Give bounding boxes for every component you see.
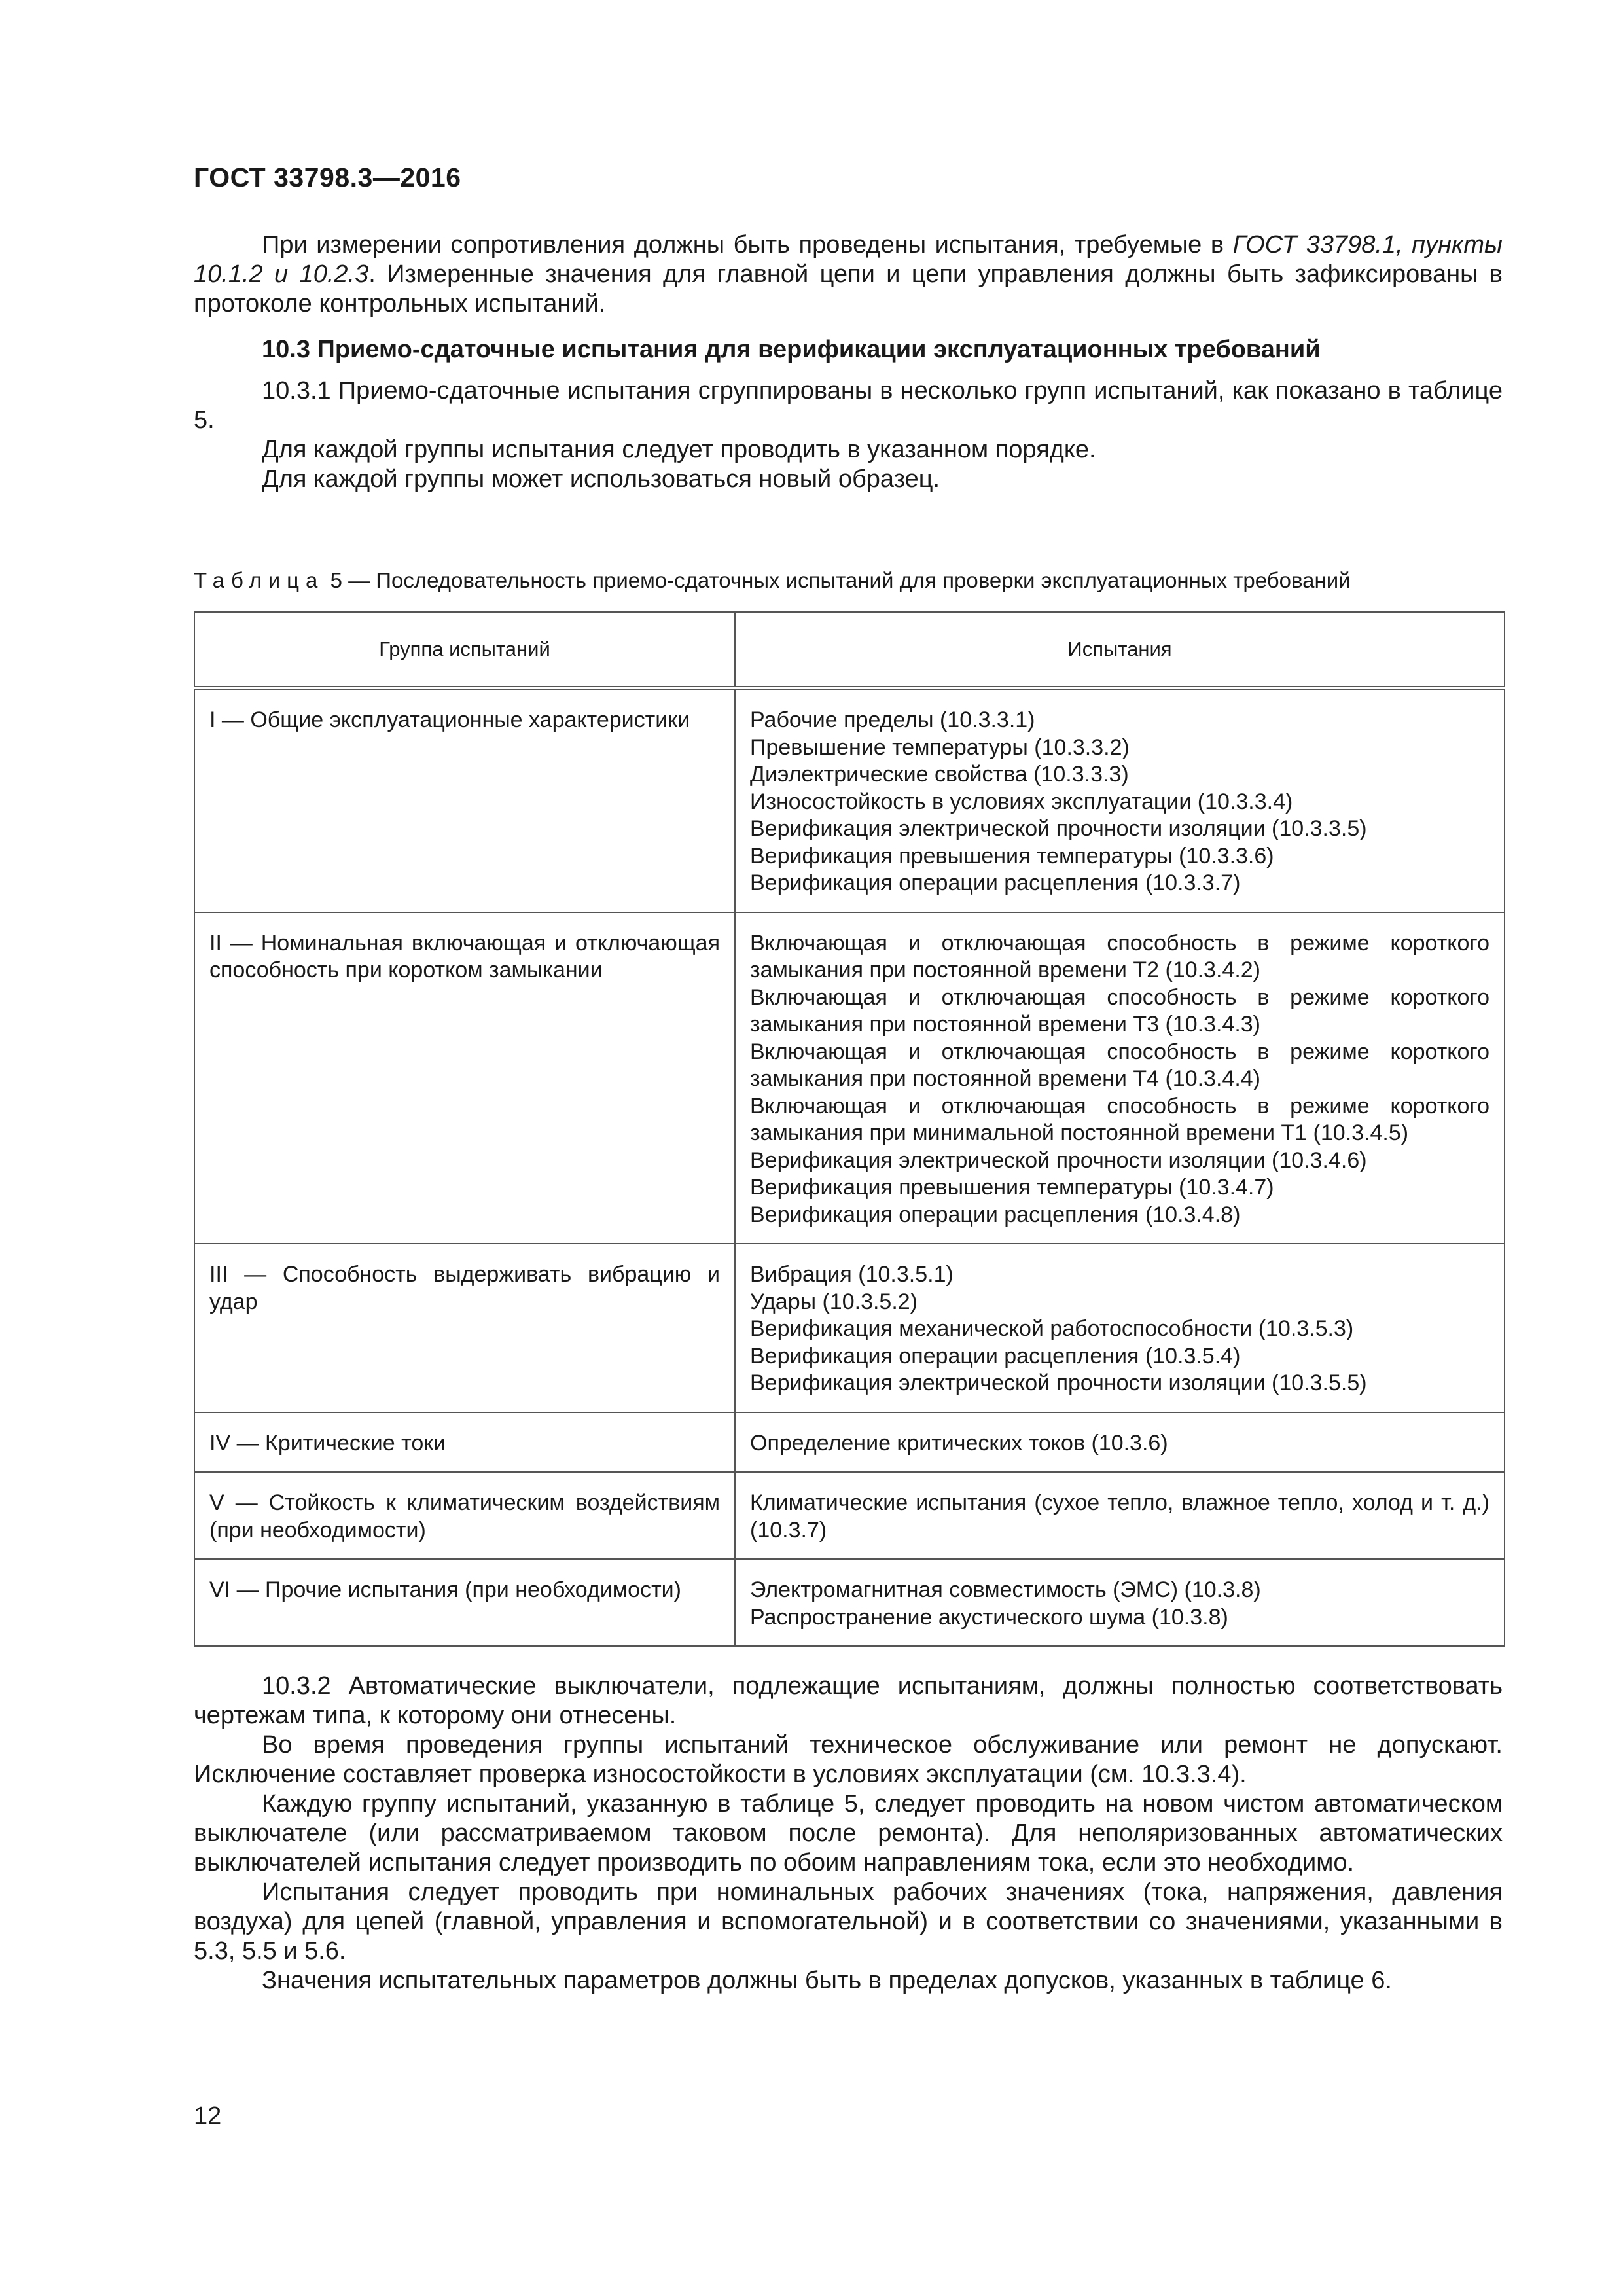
test-group-cell: IV — Критические токи: [194, 1412, 735, 1473]
test-item: Рабочие пределы (10.3.3.1): [750, 708, 1035, 732]
intro-block: [194, 230, 1503, 319]
header-tests: Испытания: [735, 612, 1505, 688]
table-row: [194, 912, 1505, 1244]
table-row: [194, 688, 1505, 912]
tests-cell: [735, 688, 1505, 912]
test-item: Определение критических токов (10.3.6): [750, 1430, 1168, 1456]
section-title: 10.3 Приемо-сдаточные испытания для верификации эксплуатационных требований: [262, 336, 1321, 363]
test-group-cell: II — Номинальная включающая и отключающая способность при коротком замыкании: [194, 912, 735, 1244]
document-code-header: ГОСТ 33798.3—2016: [194, 162, 461, 192]
test-item: Диэлектрические свойства (10.3.3.3): [750, 762, 1129, 787]
clause-10-3-2-p2: Во время проведения группы испытаний техническое обслуживание или ремонт не допускают. Исключение составляет проверка износостойкости в условиях эксплуатации (см. 10.3.3.4).: [194, 1731, 1503, 1788]
tests-cell: [735, 1412, 1505, 1473]
clause-10-3-1-p3: Для каждой группы может использоваться новый образец.: [262, 465, 940, 493]
test-group-cell: I — Общие эксплуатационные характеристики: [194, 688, 735, 912]
clause-10-3-1-p2: Для каждой группы испытания следует проводить в указанном порядке.: [262, 436, 1096, 463]
test-item: Верификация электрической прочности изоляции (10.3.4.6): [750, 1147, 1367, 1173]
clause-10-3-2: [194, 1672, 1503, 1996]
test-item: Удары (10.3.5.2): [750, 1289, 918, 1314]
tests-cell: [735, 912, 1505, 1244]
test-item: Верификация электрической прочности изоляции (10.3.5.5): [750, 1371, 1367, 1395]
test-item: Превышение температуры (10.3.3.2): [750, 734, 1130, 760]
table-caption-text: — Последовательность приемо-сдаточных испытаний для проверки эксплуатационных требований: [342, 568, 1351, 592]
test-item: Износостойкость в условиях эксплуатации (10.3.3.4): [750, 789, 1293, 814]
clause-10-3-2-p4: Испытания следует проводить при номинальных рабочих значениях (тока, напряжения, давления воздуха) для цепей (главной, управления и вспомогательной) и в соответствии со значениями, указанными в 5.3, 5.5 и 5.6.: [194, 1878, 1503, 1965]
tests-cell: [735, 1472, 1505, 1559]
table-caption: [194, 568, 1503, 593]
table-row: [194, 1412, 1505, 1473]
clause-10-3-1: [194, 376, 1503, 494]
table-body: [194, 688, 1505, 1646]
clause-10-3-2-p5: Значения испытательных параметров должны быть в пределах допусков, указанных в таблице 6.: [262, 1967, 1392, 1994]
test-item: Распространение акустического шума (10.3.8): [750, 1604, 1228, 1630]
page-number: 12: [194, 2102, 222, 2130]
test-item: Верификация превышения температуры (10.3.4.7): [750, 1175, 1274, 1200]
test-item: Включающая и отключающая способность в режиме короткого замыкания при минимальной постоянной времени T1 (10.3.4.5): [750, 1093, 1489, 1145]
test-item: Климатические испытания (сухое тепло, влажное тепло, холод и т. д.) (10.3.7): [750, 1490, 1489, 1543]
clause-10-3-2-p1: 10.3.2 Автоматические выключатели, подлежащие испытаниям, должны полностью соответствовать чертежам типа, к которому они отнесены.: [194, 1672, 1503, 1729]
table-caption-number: 5: [330, 568, 342, 592]
clause-10-3-2-p3: Каждую группу испытаний, указанную в таблице 5, следует проводить на новом чистом автоматическом выключателе (или рассматриваемом таковом после ремонта). Для неполяризованных автоматических выключателей испытания следует производить по обоим направлениям тока, если это необходимо.: [194, 1790, 1503, 1876]
test-item: Включающая и отключающая способность в режиме короткого замыкания при постоянной времени T3 (10.3.4.3): [750, 984, 1489, 1037]
test-group-cell: VI — Прочие испытания (при необходимости): [194, 1559, 735, 1646]
table-row: [194, 1244, 1505, 1412]
intro-text-end: . Измеренные значения для главной цепи и цепи управления должны быть зафиксированы в протоколе контрольных испытаний.: [194, 260, 1503, 317]
test-group-cell: V — Стойкость к климатическим воздействиям (при необходимости): [194, 1472, 735, 1559]
test-item: Электромагнитная совместимость (ЭМС) (10.3.8): [750, 1577, 1261, 1602]
table-row: [194, 1559, 1505, 1646]
test-item: Верификация операции расцепления (10.3.4.8): [750, 1202, 1241, 1227]
standard-reference: ГОСТ 33798.1, пункты 10.1.2 и 10.2.3: [194, 231, 1503, 288]
test-item: Включающая и отключающая способность в режиме короткого замыкания при постоянной времени T4 (10.3.4.4): [750, 1039, 1489, 1091]
table-row: [194, 1472, 1505, 1559]
clause-10-3-1-p1: 10.3.1 Приемо-сдаточные испытания сгруппированы в несколько групп испытаний, как показано в таблице 5.: [194, 377, 1503, 434]
test-group-cell: III — Способность выдерживать вибрацию и удар: [194, 1244, 735, 1412]
intro-paragraph: [194, 230, 1503, 319]
test-item: Верификация механической работоспособности (10.3.5.3): [750, 1316, 1354, 1341]
tests-cell: [735, 1559, 1505, 1646]
test-item: Верификация электрической прочности изоляции (10.3.3.5): [750, 816, 1367, 841]
test-item: Включающая и отключающая способность в режиме короткого замыкания при постоянной времени T2 (10.3.4.2): [750, 930, 1489, 982]
header-test-group: Группа испытаний: [194, 612, 735, 688]
intro-text-start: При измерении сопротивления должны быть проведены испытания, требуемые в: [262, 231, 1233, 259]
test-sequence-table: [194, 611, 1505, 1647]
table-caption-word: Таблица: [194, 568, 325, 592]
tests-cell: [735, 1244, 1505, 1412]
test-item: Верификация операции расцепления (10.3.3.7): [750, 870, 1241, 895]
test-item: Верификация операции расцепления (10.3.5.4): [750, 1343, 1241, 1369]
test-item: Верификация превышения температуры (10.3.3.6): [750, 843, 1274, 869]
table-header-row: [194, 612, 1505, 688]
test-item: Вибрация (10.3.5.1): [750, 1262, 954, 1287]
